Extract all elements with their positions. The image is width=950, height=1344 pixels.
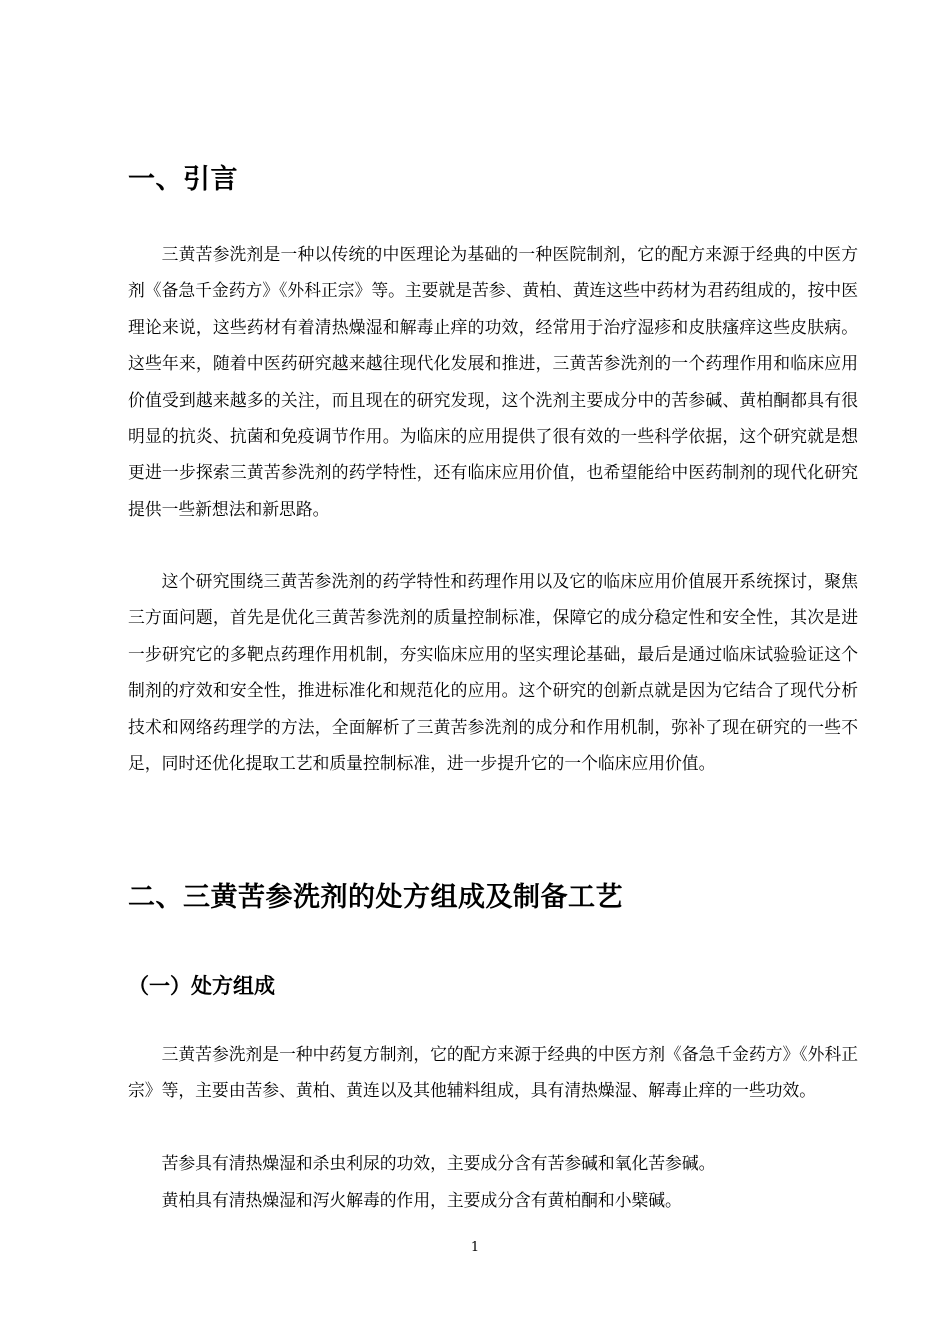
section-heading-introduction: 一、引言 <box>128 164 238 195</box>
page-number: 1 <box>470 1240 480 1255</box>
body-paragraph: 三黄苦参洗剂是一种中药复方制剂，它的配方来源于经典的中医方剂《备急千金药方》《外科正宗》等，主要由苦参、黄柏、黄连以及其他辅料组成，具有清热燥湿、解毒止痒的一些功效。 <box>128 1044 859 1101</box>
subsection-heading-composition: （一）处方组成 <box>128 974 275 998</box>
body-paragraph: 这个研究围绕三黄苦参洗剂的药学特性和药理作用以及它的临床应用价值展开系统探讨，聚焦三方面问题，首先是优化三黄苦参洗剂的质量控制标准，保障它的成分稳定性和安全性，其次是进一步研究它的多靶点药理作用机制，夯实临床应用的坚实理论基础，最后是通过临床试验验证这个制剂的疗效和安全性，推进标准化和规范化的应用。这个研究的创新点就是因为它结合了现代分析技术和网络药理学的方法，全面解析了三黄苦参洗剂的成分和作用机制，弥补了现在研究的一些不足，同时还优化提取工艺和质量控制标准，进一步提升它的一个临床应用价值。 <box>128 571 858 774</box>
section-heading-prescription: 二、三黄苦参洗剂的处方组成及制备工艺 <box>128 882 623 913</box>
body-paragraph: 黄柏具有清热燥湿和泻火解毒的作用，主要成分含有黄柏酮和小檗碱。 <box>161 1190 682 1210</box>
body-paragraph: 苦参具有清热燥湿和杀虫利尿的功效，主要成分含有苦参碱和氧化苦参碱。 <box>161 1153 716 1173</box>
body-paragraph: 三黄苦参洗剂是一种以传统的中医理论为基础的一种医院制剂，它的配方来源于经典的中医方剂《备急千金药方》《外科正宗》等。主要就是苦参、黄柏、黄连这些中药材为君药组成的，按中医理论来说，这些药材有着清热燥湿和解毒止痒的功效，经常用于治疗湿疹和皮肤瘙痒这些皮肤病。这些年来，随着中医药研究越来越往现代化发展和推进，三黄苦参洗剂的一个药理作用和临床应用价值受到越来越多的关注，而且现在的研究发现，这个洗剂主要成分中的苦参碱、黄柏酮都具有很明显的抗炎、抗菌和免疫调节作用。为临床的应用提供了很有效的一些科学依据，这个研究就是想更进一步探索三黄苦参洗剂的药学特性，还有临床应用价值，也希望能给中医药制剂的现代化研究提供一些新想法和新思路。 <box>128 244 858 519</box>
